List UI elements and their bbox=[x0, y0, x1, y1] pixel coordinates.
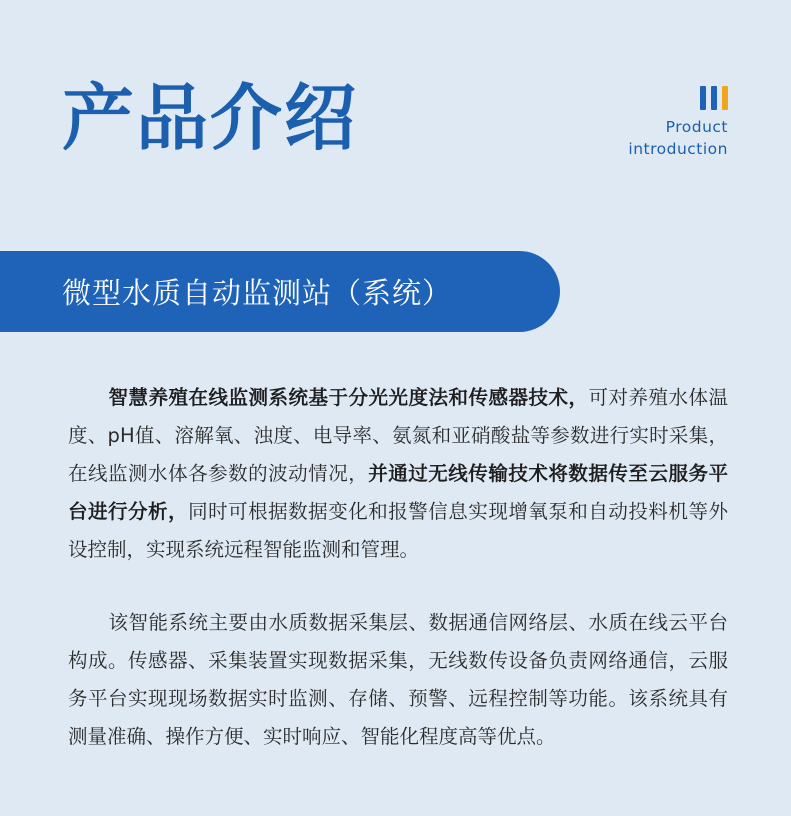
brand-badge bbox=[628, 86, 728, 160]
text-phrase-1: 可对养殖水体温度、pH值、溶解氧、浊度、电导率、氨氮和亚硝酸盐等参数进行实时采集，在线监测水体各参数的波动情况， bbox=[68, 386, 728, 485]
subtitle-product: Product bbox=[665, 118, 728, 136]
intro-paragraph-1 bbox=[68, 379, 728, 569]
page-title: 产品介绍 bbox=[62, 76, 359, 160]
bars-icon bbox=[628, 86, 728, 110]
bold-phrase-1: 智慧养殖在线监测系统基于分光光度法和传感器技术， bbox=[108, 386, 589, 409]
text-phrase-2: 同时可根据数据变化和报警信息实现增氧泵和自动投料机等外设控制，实现系统远程智能监测和管理。 bbox=[68, 500, 728, 561]
intro-paragraph-2 bbox=[68, 604, 728, 756]
paragraph-2-text: 该智能系统主要由水质数据采集层、数据通信网络层、水质在线云平台构成。传感器、采集装置实现数据采集，无线数传设备负责网络通信，云服务平台实现现场数据实时监测、存储、预警、远程控制等功能。该系统具有测量准确、操作方便、实时响应、智能化程度高等优点。 bbox=[68, 611, 728, 748]
bold-phrase-2: 并通过无线传输技术将数据传至云服务平台进行分析， bbox=[68, 462, 728, 523]
section-banner bbox=[0, 251, 560, 332]
bar-mark bbox=[711, 86, 717, 110]
bar-mark bbox=[722, 86, 728, 110]
subtitle-introduction: introduction bbox=[628, 140, 728, 158]
banner-title: 微型水质自动监测站（系统） bbox=[62, 276, 453, 310]
bar-mark bbox=[700, 86, 706, 110]
